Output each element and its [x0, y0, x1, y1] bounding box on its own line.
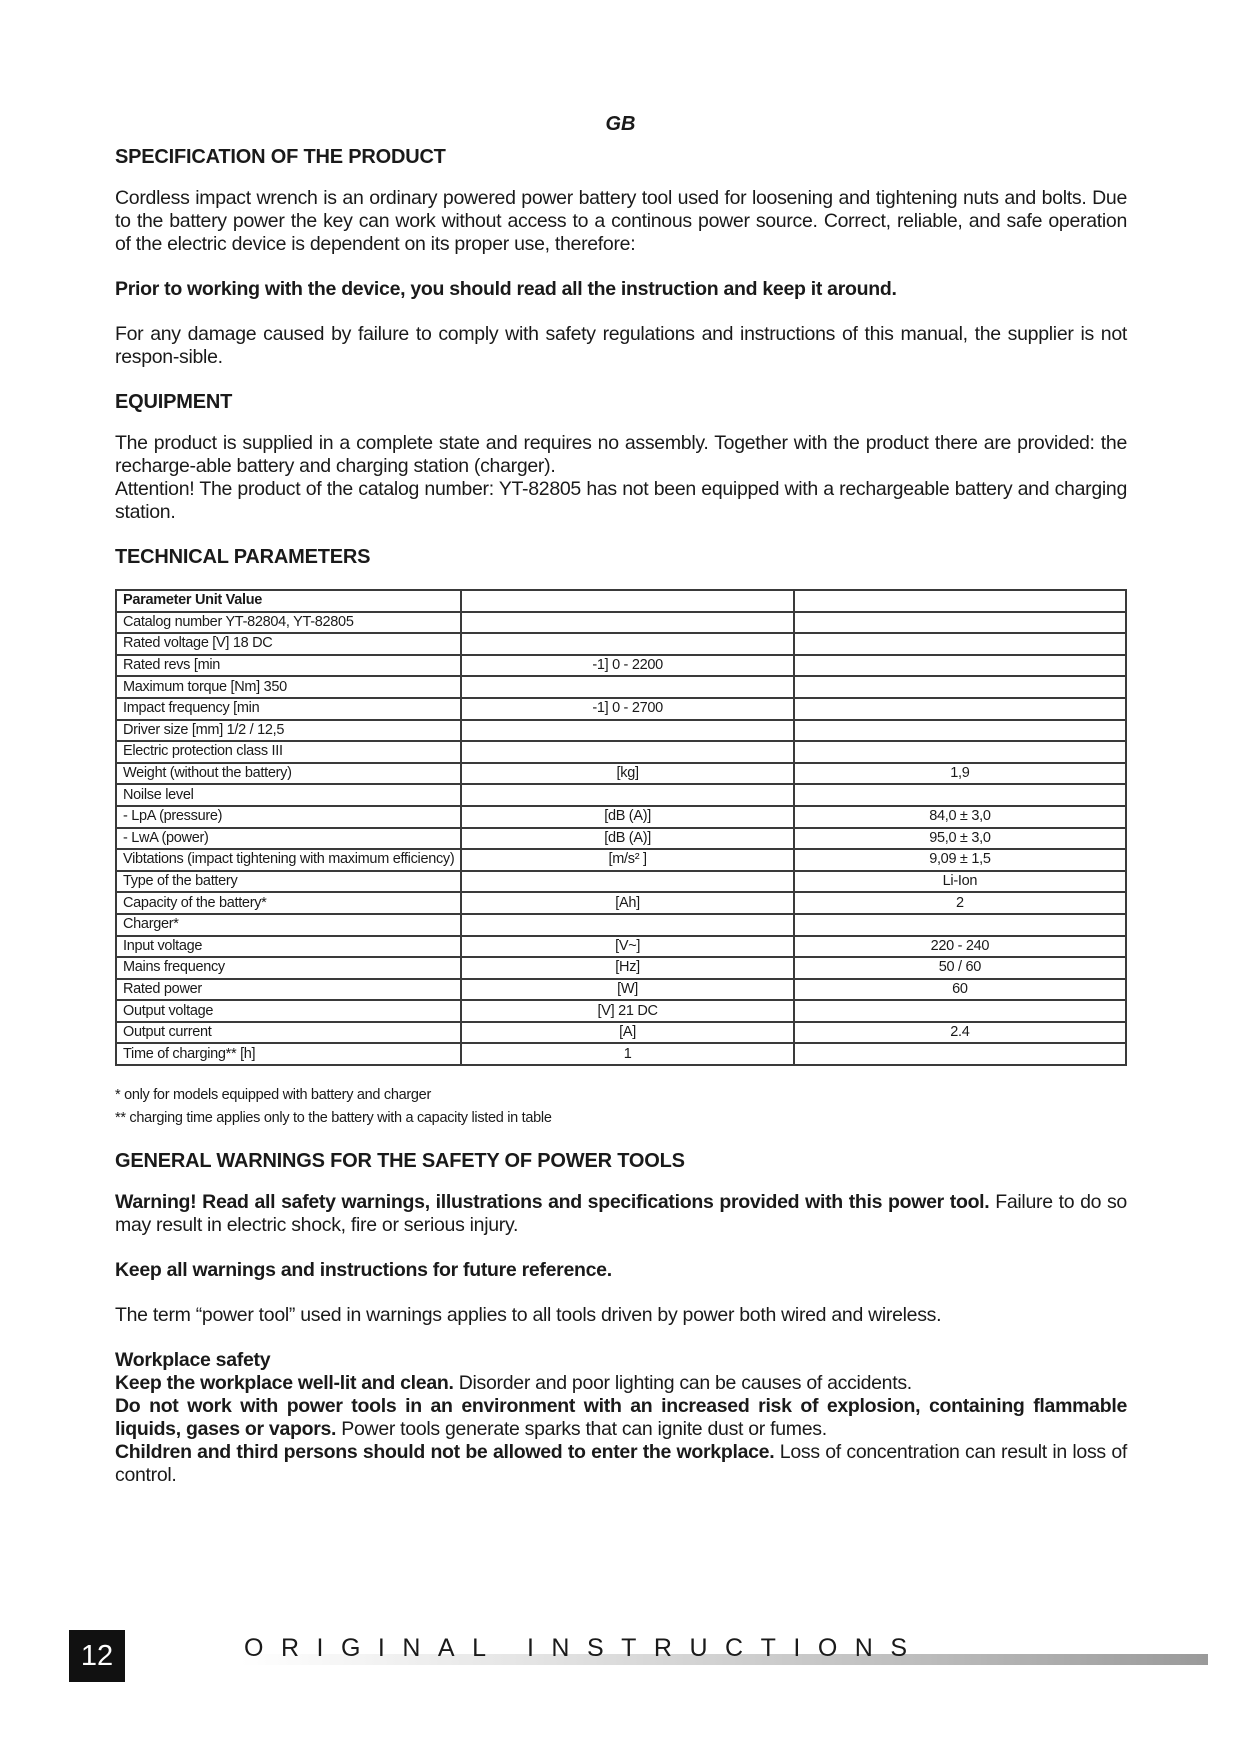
table-cell: [W] [461, 979, 793, 1001]
workplace-item-3-bold: Children and third persons should not be allowed to enter the workplace. [115, 1441, 775, 1464]
table-cell [461, 784, 793, 806]
table-cell: Maximum torque [Nm] 350 [116, 676, 461, 698]
table-row [116, 676, 1126, 698]
table-cell: Catalog number YT-82804, YT-82805 [116, 612, 461, 634]
workplace-item-3 [115, 1441, 1127, 1487]
table-cell [794, 655, 1126, 677]
language-label: GB [605, 113, 636, 135]
table-row [116, 871, 1126, 893]
table-cell: Weight (without the battery) [116, 763, 461, 785]
footer-label: ORIGINAL INSTRUCTIONS [244, 1634, 925, 1662]
table-cell: [kg] [461, 763, 793, 785]
table-cell: Output voltage [116, 1000, 461, 1022]
spec-paragraph-1: Cordless impact wrench is an ordinary powered power battery tool used for loosening and tightening nuts and bolts. Due to the battery power the key can work without access to a continous power source. Correct, reliable, and safe operation of the electric device is dependent on its proper use, therefore: [115, 187, 1127, 255]
table-cell: Noilse level [116, 784, 461, 806]
table-cell [794, 741, 1126, 763]
table-cell [461, 612, 793, 634]
workplace-item-1-bold: Keep the workplace well-lit and clean. [115, 1372, 454, 1395]
table-row [116, 655, 1126, 677]
workplace-item-3-rest: Loss of concentration can result in loss of control. [115, 1441, 1127, 1487]
table-cell [794, 784, 1126, 806]
table-cell [794, 590, 1126, 612]
table-cell: Vibtations (impact tightening with maximum efficiency) [116, 849, 461, 871]
table-cell [794, 914, 1126, 936]
table-row [116, 828, 1126, 850]
table-row [116, 698, 1126, 720]
workplace-item-1 [115, 1372, 1127, 1395]
table-cell: [Hz] [461, 957, 793, 979]
table-row [116, 1000, 1126, 1022]
table-cell: 2 [794, 892, 1126, 914]
workplace-item-2-rest: Power tools generate sparks that can ignite dust or fumes. [336, 1418, 827, 1441]
equipment-paragraph-2: Attention! The product of the catalog number: YT-82805 has not been equipped with a rechargeable battery and charging station. [115, 478, 1127, 523]
page-content [115, 146, 1127, 1487]
table-cell [461, 871, 793, 893]
table-cell: [A] [461, 1022, 793, 1044]
table-cell [461, 741, 793, 763]
table-cell: [dB (A)] [461, 806, 793, 828]
spec-paragraph-2: Prior to working with the device, you should read all the instruction and keep it around. [115, 278, 897, 300]
table-cell: 84,0 ± 3,0 [794, 806, 1126, 828]
table-cell [794, 1000, 1126, 1022]
table-footnotes [115, 1084, 1127, 1130]
table-row [116, 720, 1126, 742]
equipment-paragraph-1: The product is supplied in a complete state and requires no assembly. Together with the product there are provided: the recharge-able battery and charging station (charger). [115, 432, 1127, 477]
technical-parameters-table [115, 589, 1127, 1066]
table-cell: 220 - 240 [794, 936, 1126, 958]
table-row [116, 633, 1126, 655]
equipment-heading: EQUIPMENT [115, 391, 233, 413]
table-row [116, 741, 1126, 763]
table-cell: [dB (A)] [461, 828, 793, 850]
table-row [116, 892, 1126, 914]
table-row [116, 936, 1126, 958]
table-cell [461, 676, 793, 698]
table-cell: Capacity of the battery* [116, 892, 461, 914]
table-cell: Driver size [mm] 1/2 / 12,5 [116, 720, 461, 742]
table-cell: Impact frequency [min [116, 698, 461, 720]
table-cell: 1 [461, 1043, 793, 1065]
spec-heading: SPECIFICATION OF THE PRODUCT [115, 146, 446, 168]
table-cell: Li-Ion [794, 871, 1126, 893]
table-cell: Parameter Unit Value [116, 590, 461, 612]
table-cell: 9,09 ± 1,5 [794, 849, 1126, 871]
technical-heading: TECHNICAL PARAMETERS [115, 546, 371, 568]
page-number: 12 [69, 1630, 125, 1682]
table-cell [461, 720, 793, 742]
table-row [116, 590, 1126, 612]
table-cell: Charger* [116, 914, 461, 936]
keep-instructions: Keep all warnings and instructions for future reference. [115, 1259, 612, 1282]
table-cell: Type of the battery [116, 871, 461, 893]
table-cell: [Ah] [461, 892, 793, 914]
table-row [116, 1022, 1126, 1044]
table-row [116, 612, 1126, 634]
table-cell: Electric protection class III [116, 741, 461, 763]
table-cell: Input voltage [116, 936, 461, 958]
table-row [116, 849, 1126, 871]
footnote-2: ** charging time applies only to the battery with a capacity listed in table [115, 1110, 552, 1127]
table-cell [794, 720, 1126, 742]
table-cell: -1] 0 - 2200 [461, 655, 793, 677]
table-cell: 1,9 [794, 763, 1126, 785]
table-cell: [V~] [461, 936, 793, 958]
table-row [116, 763, 1126, 785]
table-row [116, 1043, 1126, 1065]
table-cell [461, 914, 793, 936]
table-cell: 95,0 ± 3,0 [794, 828, 1126, 850]
table-cell [461, 633, 793, 655]
safety-warning-rest: Failure to do so may result in electric shock, fire or serious injury. [115, 1191, 1127, 1237]
safety-warning [115, 1191, 1127, 1237]
workplace-item-2-bold: Do not work with power tools in an environment with an increased risk of explosion, containing flammable liquids, gases or vapors. [115, 1395, 1127, 1441]
table-cell: - LpA (pressure) [116, 806, 461, 828]
table-row [116, 806, 1126, 828]
table-cell: Mains frequency [116, 957, 461, 979]
power-tool-term: The term “power tool” used in warnings applies to all tools driven by power both wired and wireless. [115, 1304, 942, 1327]
table-row [116, 784, 1126, 806]
table-cell [794, 676, 1126, 698]
table-cell: - LwA (power) [116, 828, 461, 850]
table-cell: -1] 0 - 2700 [461, 698, 793, 720]
table-cell [794, 612, 1126, 634]
table-cell: [m/s² ] [461, 849, 793, 871]
table-cell: 50 / 60 [794, 957, 1126, 979]
table-cell: Time of charging** [h] [116, 1043, 461, 1065]
spec-paragraph-3: For any damage caused by failure to comply with safety regulations and instructions of this manual, the supplier is not respon-sible. [115, 323, 1127, 368]
workplace-item-1-rest: Disorder and poor lighting can be causes of accidents. [453, 1372, 912, 1395]
safety-heading: GENERAL WARNINGS FOR THE SAFETY OF POWER TOOLS [115, 1150, 685, 1173]
table-cell: 60 [794, 979, 1126, 1001]
table-cell [461, 590, 793, 612]
table-cell [794, 698, 1126, 720]
table-row [116, 979, 1126, 1001]
table-cell [794, 1043, 1126, 1065]
table-cell: Rated revs [min [116, 655, 461, 677]
table-cell: Rated voltage [V] 18 DC [116, 633, 461, 655]
table-row [116, 914, 1126, 936]
footnote-1: * only for models equipped with battery and charger [115, 1087, 431, 1104]
table-cell: Rated power [116, 979, 461, 1001]
table-cell [794, 633, 1126, 655]
table-cell: 2.4 [794, 1022, 1126, 1044]
workplace-item-2 [115, 1395, 1127, 1441]
table-cell: [V] 21 DC [461, 1000, 793, 1022]
table-cell: Output current [116, 1022, 461, 1044]
safety-warning-bold: Warning! Read all safety warnings, illustrations and specifications provided with this power tool. [115, 1191, 990, 1214]
workplace-heading: Workplace safety [115, 1349, 271, 1372]
table-row [116, 957, 1126, 979]
